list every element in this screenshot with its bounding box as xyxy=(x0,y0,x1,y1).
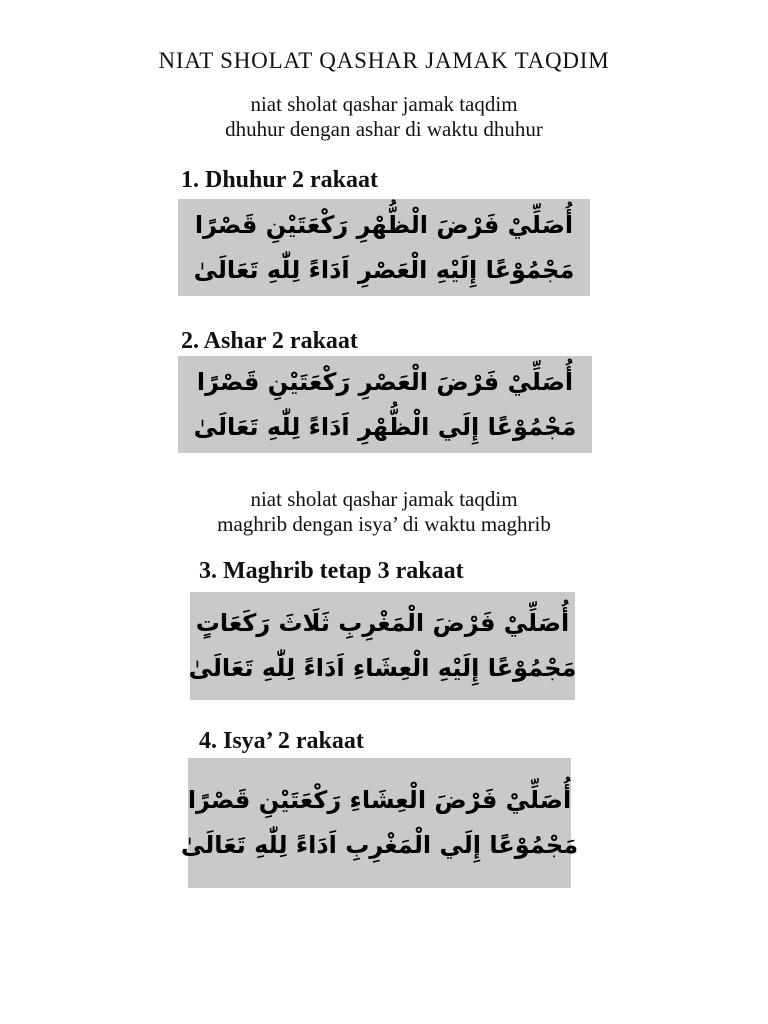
arabic-niat-box-maghrib xyxy=(190,592,575,700)
arabic-line: مَجْمُوْعًا إِلَي الْمَغْرِبِ اَدَاءً لِلّٰهِ تَعَالَىٰ xyxy=(180,831,579,859)
subtitle-line-2: dhuhur dengan ashar di waktu dhuhur xyxy=(225,117,543,141)
item-heading-maghrib: 3. Maghrib tetap 3 rakaat xyxy=(199,558,464,584)
arabic-niat-box-ashar xyxy=(178,356,592,453)
arabic-niat-box-dhuhur xyxy=(178,199,590,296)
page-title: NIAT SHOLAT QASHAR JAMAK TAQDIM xyxy=(158,48,610,73)
item-heading-ashar: 2. Ashar 2 rakaat xyxy=(181,328,358,354)
arabic-line: مَجْمُوْعًا إِلَيْهِ الْعَصْرِ اَدَاءً لِلّٰهِ تَعَالَىٰ xyxy=(193,255,575,284)
arabic-niat-box-isya xyxy=(180,758,579,888)
subtitle-line-1: niat sholat qashar jamak taqdim xyxy=(250,487,518,511)
subtitle-maghrib-isya xyxy=(0,487,768,537)
arabic-line: مَجْمُوْعًا إِلَي الْظُّهْرِ اَدَاءً لِلّٰهِ تَعَالَىٰ xyxy=(193,412,577,441)
subtitle-dhuhur-ashar xyxy=(0,92,768,142)
arabic-line: مَجْمُوْعًا إِلَيْهِ الْعِشَاءِ اَدَاءً لِلّٰهِ تَعَالَىٰ xyxy=(188,654,577,682)
arabic-line: أُصَلِّيْ فَرْضَ الْعَصْرِ رَكْعَتَيْنِ قَصْرًا xyxy=(196,367,574,396)
subtitle-line-2: maghrib dengan isya’ di waktu maghrib xyxy=(217,512,551,536)
arabic-line: أُصَلِّيْ فَرْضَ الْظُّهْرِ رَكْعَتَيْنِ قَصْرًا xyxy=(194,210,574,239)
arabic-line: أُصَلِّيْ فَرْضَ الْمَغْرِبِ ثَلَاثَ رَكَعَاتٍ xyxy=(195,609,570,637)
subtitle-line-1: niat sholat qashar jamak taqdim xyxy=(250,92,518,116)
item-heading-dhuhur: 1. Dhuhur 2 rakaat xyxy=(181,167,378,193)
item-heading-isya: 4. Isya’ 2 rakaat xyxy=(199,728,364,754)
arabic-line: أُصَلِّيْ فَرْضَ الْعِشَاءِ رَكْعَتَيْنِ قَصْرًا xyxy=(187,786,572,814)
